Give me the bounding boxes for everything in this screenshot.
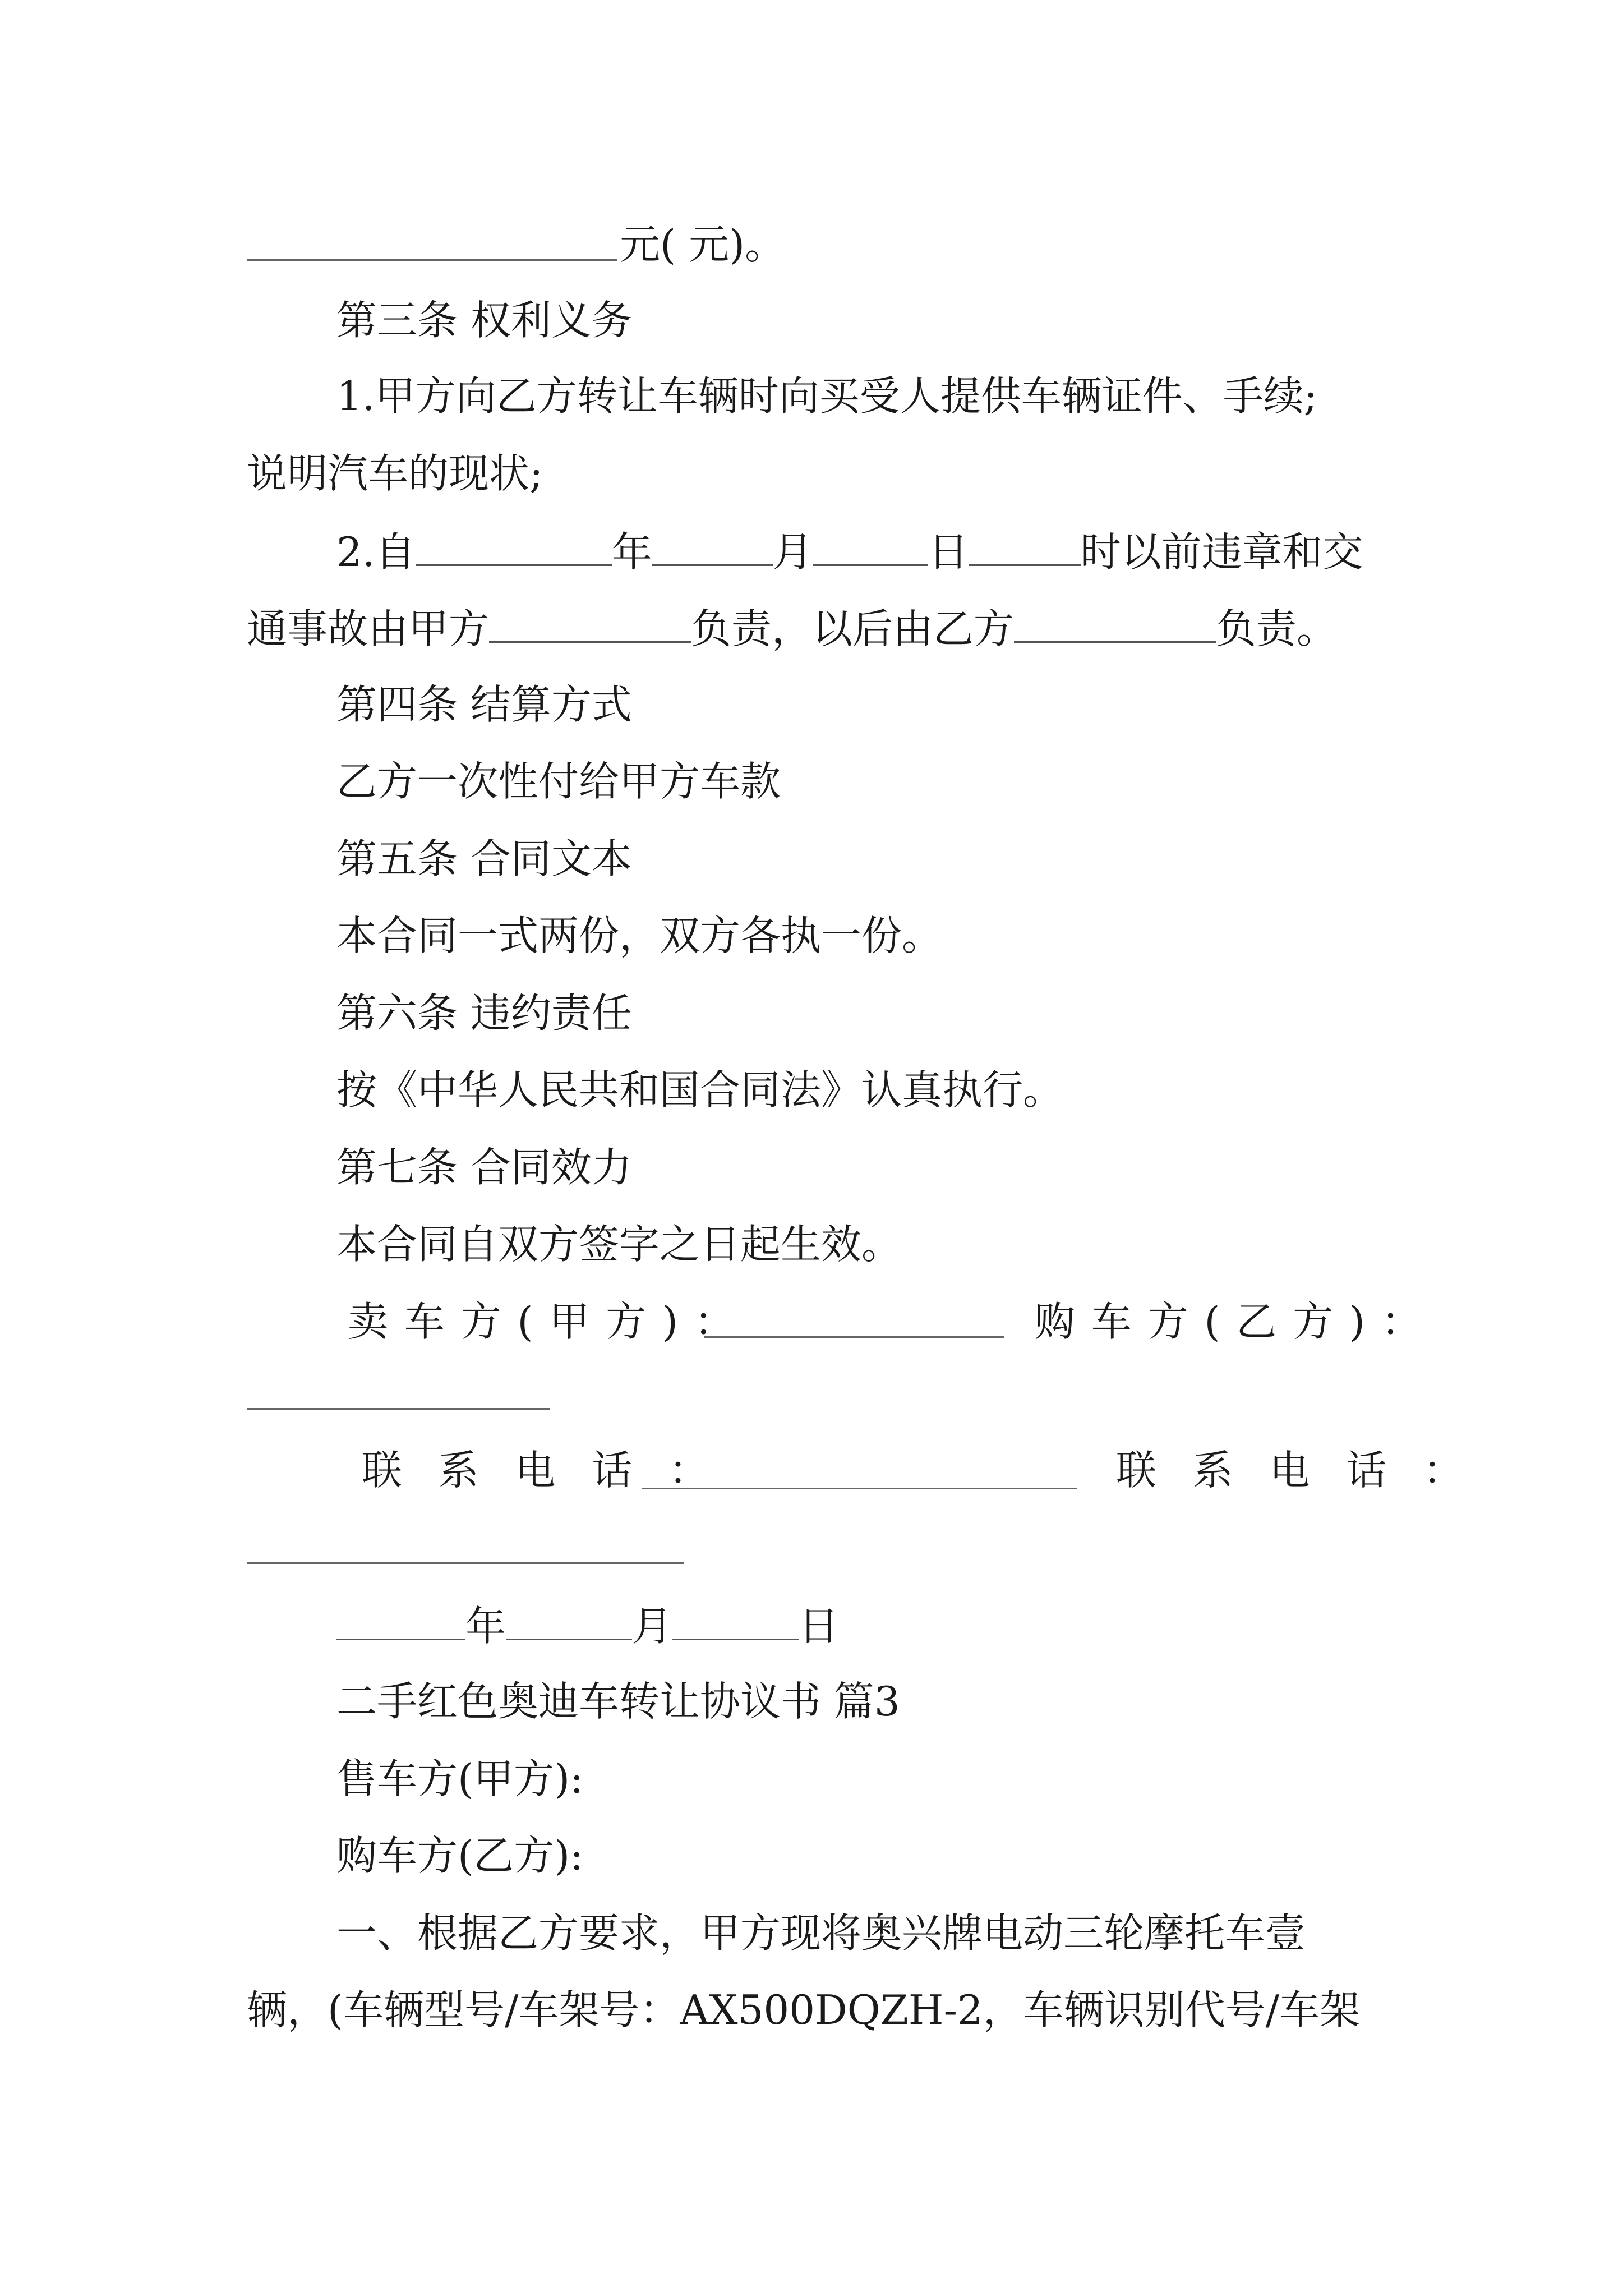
article-5-title: 第五条 合同文本 (336, 835, 632, 882)
buyer-phone-blank (247, 1562, 684, 1564)
clause-1-line-b: 辆，(车辆型号/车架号：AX500DQZH-2，车辆识别代号/车架 (247, 1986, 1360, 2033)
seller-phone-blank (642, 1488, 1077, 1489)
buyer-label: 购车方(乙方)： (1035, 1298, 1438, 1345)
item-2b-text-a: 通事故由甲方 (247, 605, 490, 653)
item-2-month: 月 (772, 528, 813, 576)
item-2b-text-c: 负责。 (1216, 605, 1338, 653)
article-5-body: 本合同一式两份，双方各执一份。 (336, 912, 943, 959)
article-4-body: 乙方一次性付给甲方车款 (336, 758, 781, 805)
article-4-title: 第四条 结算方式 (336, 681, 632, 728)
amount-tail: 元( 元)。 (620, 221, 786, 268)
year-blank (416, 530, 612, 566)
item-2-line-a (336, 528, 1363, 576)
date-month: 月 (632, 1603, 673, 1650)
day-blank (813, 530, 928, 566)
section-3-title: 二手红色奥迪车转让协议书 篇3 (336, 1678, 900, 1725)
date-year-blank (336, 1604, 465, 1640)
article-7-title: 第七条 合同效力 (336, 1144, 632, 1191)
signing-date (336, 1603, 840, 1650)
date-month-blank (506, 1604, 632, 1640)
buyer-signature-blank (247, 1408, 550, 1410)
item-2-suffix: 时以前违章和交 (1080, 528, 1363, 576)
phone-label-buyer: 联系电话： (1116, 1447, 1500, 1494)
phone-label-seller: 联系电话： (362, 1447, 746, 1494)
month-blank (652, 530, 773, 566)
date-day: 日 (799, 1603, 840, 1650)
date-year: 年 (465, 1603, 506, 1650)
item-2-prefix: 2.自 (336, 528, 416, 576)
buyer-party-3: 购车方(乙方): (336, 1832, 584, 1879)
amount-blank (247, 259, 617, 261)
item-2-day: 日 (928, 528, 969, 576)
article-7-body: 本合同自双方签字之日起生效。 (336, 1221, 902, 1268)
item-2b-text-b: 负责，以后由乙方 (691, 605, 1015, 653)
date-day-blank (672, 1604, 799, 1640)
article-6-body: 按《中华人民共和国合同法》认真执行。 (336, 1066, 1064, 1114)
seller-signature-blank (704, 1336, 1004, 1338)
article-6-title: 第六条 违约责任 (336, 990, 632, 1037)
item-1-line-b: 说明汽车的现状; (247, 450, 543, 497)
item-2-year: 年 (611, 528, 652, 576)
item-2-line-b (247, 605, 1338, 653)
item-1-line-a: 1.甲方向乙方转让车辆时向买受人提供车辆证件、手续; (336, 372, 1317, 420)
hour-blank (969, 530, 1081, 566)
clause-1-line-a: 一、根据乙方要求，甲方现将奥兴牌电动三轮摩托车壹 (336, 1910, 1306, 1957)
party-b-blank (1014, 607, 1216, 643)
party-a-blank (489, 607, 691, 643)
seller-party-3: 售车方(甲方): (336, 1755, 584, 1802)
article-3-title: 第三条 权利义务 (336, 297, 632, 344)
seller-label: 卖车方(甲方)： (348, 1298, 751, 1345)
